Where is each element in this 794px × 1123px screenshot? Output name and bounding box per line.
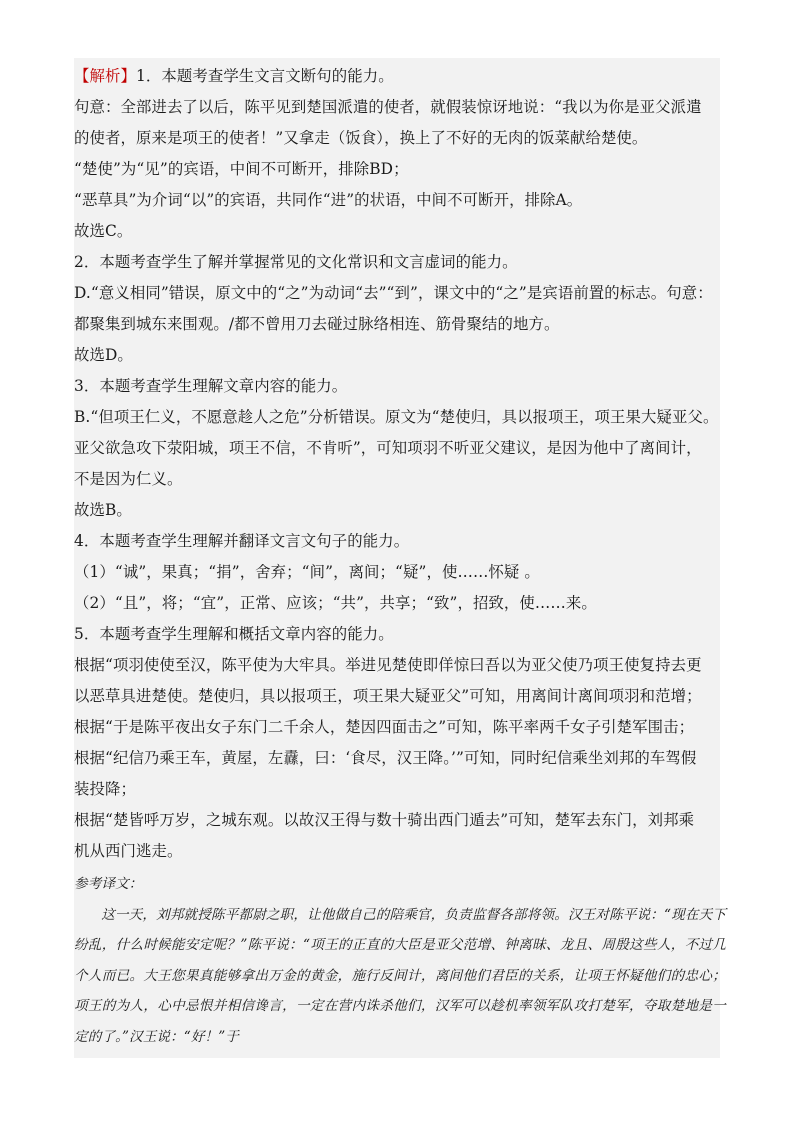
- analysis-line: 根据“楚皆呼万岁，之城东观。以故汉王得与数十骑出西门遁去”可知，楚军去东门，刘邦乘: [74, 811, 695, 829]
- analysis-line: 句意：全部进去了以后，陈平见到楚国派遣的使者，就假装惊讶地说：“我以为你是亚父派遣: [74, 98, 702, 116]
- analysis-line: “楚使”为“见”的宾语，中间不可断开，排除BD；: [74, 160, 409, 178]
- analysis-line-1: 【解析】1．本题考查学生文言文断句的能力。: [74, 67, 394, 85]
- analysis-line: 故选C。: [74, 222, 133, 240]
- analysis-line: 以恶草具进楚使。楚使归，具以报项王，项王果大疑亚父”可知，用离间计离间项羽和范增；: [74, 687, 702, 705]
- analysis-line: 根据“项羽使使至汉，陈平使为大牢具。举进见楚使即佯惊曰吾以为亚父使乃项王使复持去更: [74, 656, 702, 674]
- analysis-line: “恶草具”为介词“以”的宾语，共同作“进”的状语，中间不可断开，排除A。: [74, 191, 583, 209]
- analysis-line: 的使者，原来是项王的使者！”又拿走（饭食），换上了不好的无肉的饭菜献给楚使。: [74, 129, 648, 147]
- analysis-line: 5．本题考查学生理解和概括文章内容的能力。: [74, 625, 394, 643]
- analysis-line: 都聚集到城东来围观。/都不曾用刀去碰过脉络相连、筋骨聚结的地方。: [74, 315, 560, 333]
- analysis-line: 故选B。: [74, 501, 132, 519]
- analysis-line: D.“意义相同”错误，原文中的“之”为动词“去”“到”，课文中的“之”是宾语前置的标志。句意：: [74, 284, 713, 302]
- analysis-line: 装投降；: [74, 780, 136, 798]
- analysis-line: 故选D。: [74, 346, 133, 364]
- analysis-line: 4．本题考查学生理解并翻译文言文句子的能力。: [74, 532, 410, 550]
- analysis-line: 机从西门逃走。: [74, 842, 183, 860]
- analysis-line: 不是因为仁义。: [74, 470, 183, 488]
- analysis-line: （2）“且”，将；“宜”，正常、应该；“共”，共享；“致”，招致，使……来。: [74, 594, 597, 612]
- analysis-line: 根据“于是陈平夜出女子东门二千余人，楚因四面击之”可知，陈平率两千女子引楚军围击；: [74, 718, 695, 736]
- analysis-line: 3．本题考查学生理解文章内容的能力。: [74, 377, 348, 395]
- analysis-line: 根据“纪信乃乘王车，黄屋，左纛，曰：‘食尽，汉王降。’”可知，同时纪信乘坐刘邦的车驾假: [74, 749, 697, 767]
- answer-analysis: [74, 61, 726, 1052]
- analysis-line: 2．本题考查学生了解并掌握常见的文化常识和文言虚词的能力。: [74, 253, 518, 271]
- analysis-line: B.“但项王仁义，不愿意趁人之危”分析错误。原文为“楚使归，具以报项王，项王果大疑亚父。: [74, 408, 719, 426]
- analysis-line: （1）“诚”，果真；“捐”，舍弃；“间”，离间；“疑”，使……怀疑 。: [74, 563, 540, 581]
- reference-translation-text: 这一天，刘邦就授陈平都尉之职，让他做自己的陪乘官，负责监督各部将领。汉王对陈平说：“现在天下纷乱，什么时候能安定呢？”陈平说：“项王的正直的大臣是亚父范增、钟离昧、龙且、周殷这些人，不过几个人而已。大王您果真能够拿出万金的黄金，施行反间计，离间他们君臣的关系，让项王怀疑他们的忠心；项王的为人，心中忌恨并相信谗言，一定在营内诛杀他们，汉军可以趁机率领军队攻打楚军，夺取楚地是一定的了。”汉王说：“好！”于: [74, 907, 726, 1045]
- analysis-line: 亚父欲急攻下荥阳城，项王不信，不肯听”，可知项羽不听亚父建议，是因为他中了离间计，: [74, 439, 702, 457]
- reference-translation-heading: 参考译文：: [74, 876, 143, 892]
- analysis-tag: 【解析】: [74, 67, 136, 85]
